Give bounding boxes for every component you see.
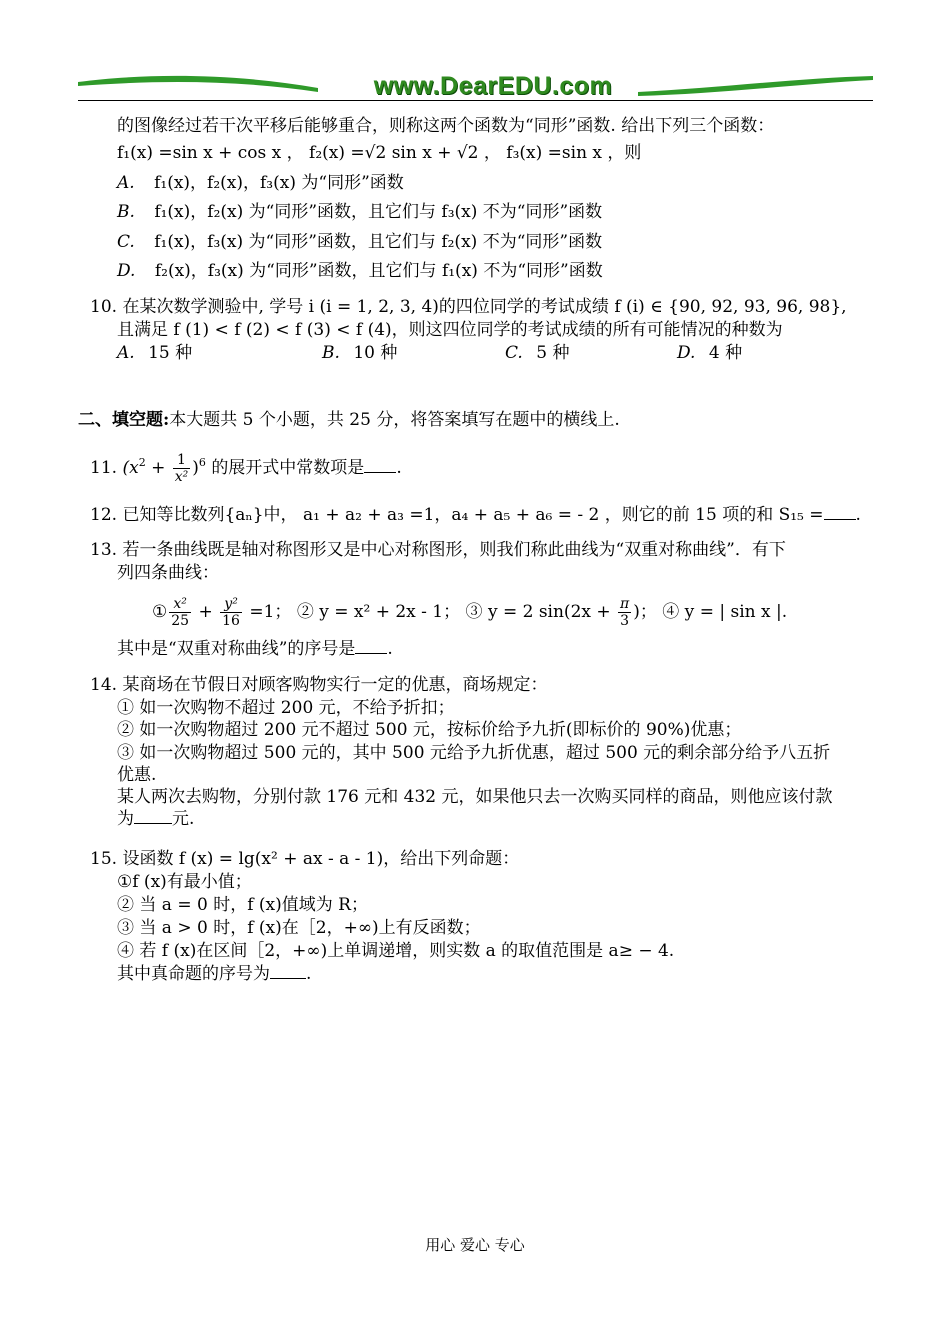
- q13-line2: 列四条曲线：: [117, 563, 219, 583]
- q15-prop3: ③ 当 a > 0 时，f (x)在［2，+∞)上有反函数；: [117, 918, 481, 938]
- option-label: A.: [117, 173, 135, 193]
- curve-1-fraction-y: [220, 596, 242, 629]
- fraction-numerator: 1: [173, 452, 191, 469]
- q10-option-b: [322, 343, 397, 363]
- q15-line1: 15. 设函数 f (x) = lg(x² + ax - a - 1)，给出下列命题：: [90, 849, 520, 869]
- fraction-denominator: 3: [620, 613, 630, 629]
- curve-1-plus: +: [193, 602, 219, 622]
- option-label: D.: [117, 261, 136, 281]
- q12-text: 12. 已知等比数列{aₙ}中， a₁ + a₂ + a₃ =1，a₄ + a₅ + a₆ = - 2 ，则它的前 15 项的和 S₁₅ =: [90, 505, 824, 525]
- answer-blank[interactable]: [270, 964, 306, 979]
- q15-end: .: [306, 964, 312, 984]
- q14-rule3a: ③ 如一次购物超过 500 元的，其中 500 元给予九折优惠，超过 500 元的剩余部分给予八五折: [117, 743, 831, 763]
- q11-fraction: [173, 452, 191, 485]
- q12-end: .: [855, 505, 861, 525]
- q11-expr-plus: +: [145, 458, 171, 478]
- curve-2: ② y = x² + 2x - 1；: [296, 602, 461, 622]
- q10-option-c: [505, 343, 569, 363]
- section-desc: 本大题共 5 个小题，共 25 分，将答案填写在题中的横线上.: [169, 410, 620, 430]
- header-rule: [78, 100, 873, 101]
- q14-ask: 某人两次去购物，分别付款 176 元和 432 元，如果他只去一次购买同样的商品，则他应该付款: [117, 787, 833, 807]
- q13-line1: 13. 若一条曲线既是轴对称图形又是中心对称图形，则我们称此曲线为“双重对称曲线”．有下: [90, 540, 786, 560]
- curve-1-mark: ①: [152, 602, 168, 622]
- option-text: f₂(x)，f₃(x) 为“同形”函数，且它们与 f₁(x) 不为“同形”函数: [154, 261, 603, 281]
- q14-pay-b: 元.: [172, 809, 195, 829]
- page-footer: 用心 爱心 专心: [425, 1236, 525, 1254]
- q14-pay-line: [117, 809, 194, 829]
- q11-expr-exp: 2: [138, 456, 146, 469]
- q15-prop1: ①f (x)有最小值；: [117, 872, 252, 892]
- q10-option-d: [677, 343, 742, 363]
- q13-end: .: [387, 639, 393, 659]
- q9-option-c: [117, 232, 602, 252]
- question-number: 11.: [90, 458, 118, 478]
- option-label: B.: [117, 202, 135, 222]
- answer-blank[interactable]: [355, 639, 387, 654]
- fraction-denominator: 25: [171, 613, 190, 629]
- option-text: 10 种: [353, 343, 398, 363]
- option-label: C.: [117, 232, 135, 252]
- q9-option-a: [117, 173, 404, 193]
- q9-intro: 的图像经过若干次平移后能够重合，则称这两个函数为“同形”函数. 给出下列三个函数：: [117, 116, 775, 136]
- curve-1-end: =1；: [243, 602, 292, 622]
- q15-ask: 其中真命题的序号为: [117, 964, 270, 984]
- site-header-banner: [78, 70, 873, 104]
- q9-option-b: [117, 202, 602, 222]
- q11-text: 的展开式中常数项是: [211, 458, 365, 478]
- option-text: f₁(x)，f₂(x)，f₃(x) 为“同形”函数: [154, 173, 404, 193]
- q11-power: 6: [198, 456, 206, 469]
- fraction-denominator: 16: [222, 613, 240, 629]
- q11-line: 11. ($x^2$ + $\frac{1}{\text{x²}}$ )$^6$ 的展开式中常数项是 .: [90, 452, 402, 485]
- q15-prop4: ④ 若 f (x)在区间［2，+∞)上单调递增，则实数 a 的取值范围是 a≥ − 4.: [117, 941, 675, 961]
- q15-prop2: ② 当 a = 0 时，f (x)值域为 R；: [117, 895, 368, 915]
- option-text: 15 种: [148, 343, 193, 363]
- curve-3-a: ③ y = 2 sin(2x +: [465, 602, 617, 622]
- q14-line1: 14. 某商场在节假日对顾客购物实行一定的优惠，商场规定：: [90, 675, 548, 695]
- q14-rule1: ① 如一次购物不超过 200 元，不给予折扣；: [117, 698, 455, 718]
- q13-ask-line: [117, 639, 393, 659]
- option-text: 5 种: [536, 343, 570, 363]
- answer-blank[interactable]: [824, 505, 856, 520]
- section-heading: [78, 410, 620, 430]
- fraction-numerator: y²: [220, 596, 242, 613]
- answer-blank[interactable]: [134, 809, 172, 824]
- site-name: www.DearEDU.com: [373, 72, 613, 100]
- q14-pay-a: 为: [117, 809, 134, 829]
- option-text: f₁(x)，f₃(x) 为“同形”函数，且它们与 f₂(x) 不为“同形”函数: [154, 232, 603, 252]
- q12-line: [90, 505, 861, 525]
- option-label: A.: [117, 343, 135, 363]
- q14-rule2: ② 如一次购物超过 200 元不超过 500 元，按标价给予九折(即标价的 90%)优惠；: [117, 720, 742, 740]
- q14-rule3b: 优惠.: [117, 765, 157, 785]
- fraction-denominator: x²: [174, 469, 189, 485]
- option-label: B.: [322, 343, 340, 363]
- option-text: 4 种: [708, 343, 743, 363]
- curve-1-fraction-x: [169, 596, 191, 629]
- option-label: C.: [505, 343, 523, 363]
- section-title: 二、填空题:: [78, 410, 170, 430]
- curve-4: ④ y = | sin x |.: [662, 602, 788, 622]
- q15-ask-line: [117, 964, 311, 984]
- q11-expr-open: (x: [122, 458, 139, 478]
- curve-3-fraction: [618, 596, 631, 629]
- q10-option-a: [117, 343, 192, 363]
- q13-ask: 其中是“双重对称曲线”的序号是: [117, 639, 356, 659]
- option-label: D.: [677, 343, 696, 363]
- q10-line2: 且满足 f (1) < f (2) < f (3) < f (4)，则这四位同学的考试成绩的所有可能情况的种数为: [117, 320, 783, 340]
- q9-option-d: [117, 261, 603, 281]
- q11-end: .: [396, 458, 402, 478]
- q10-line1: 10. 在某次数学测验中, 学号 i (i = 1, 2, 3, 4)的四位同学的考试成绩 f (i) ∈ {90, 92, 93, 96, 98},: [90, 297, 847, 317]
- fraction-numerator: x²: [169, 596, 191, 613]
- curve-3-b: )；: [633, 602, 657, 622]
- q13-curves: [152, 596, 787, 629]
- q9-functions: f₁(x) =sin x + cos x ， f₂(x) =√2 sin x + √2 ， f₃(x) =sin x ，则: [117, 143, 642, 163]
- answer-blank[interactable]: [364, 458, 396, 473]
- option-text: f₁(x)，f₂(x) 为“同形”函数，且它们与 f₃(x) 不为“同形”函数: [154, 202, 603, 222]
- fraction-numerator: π: [620, 596, 630, 612]
